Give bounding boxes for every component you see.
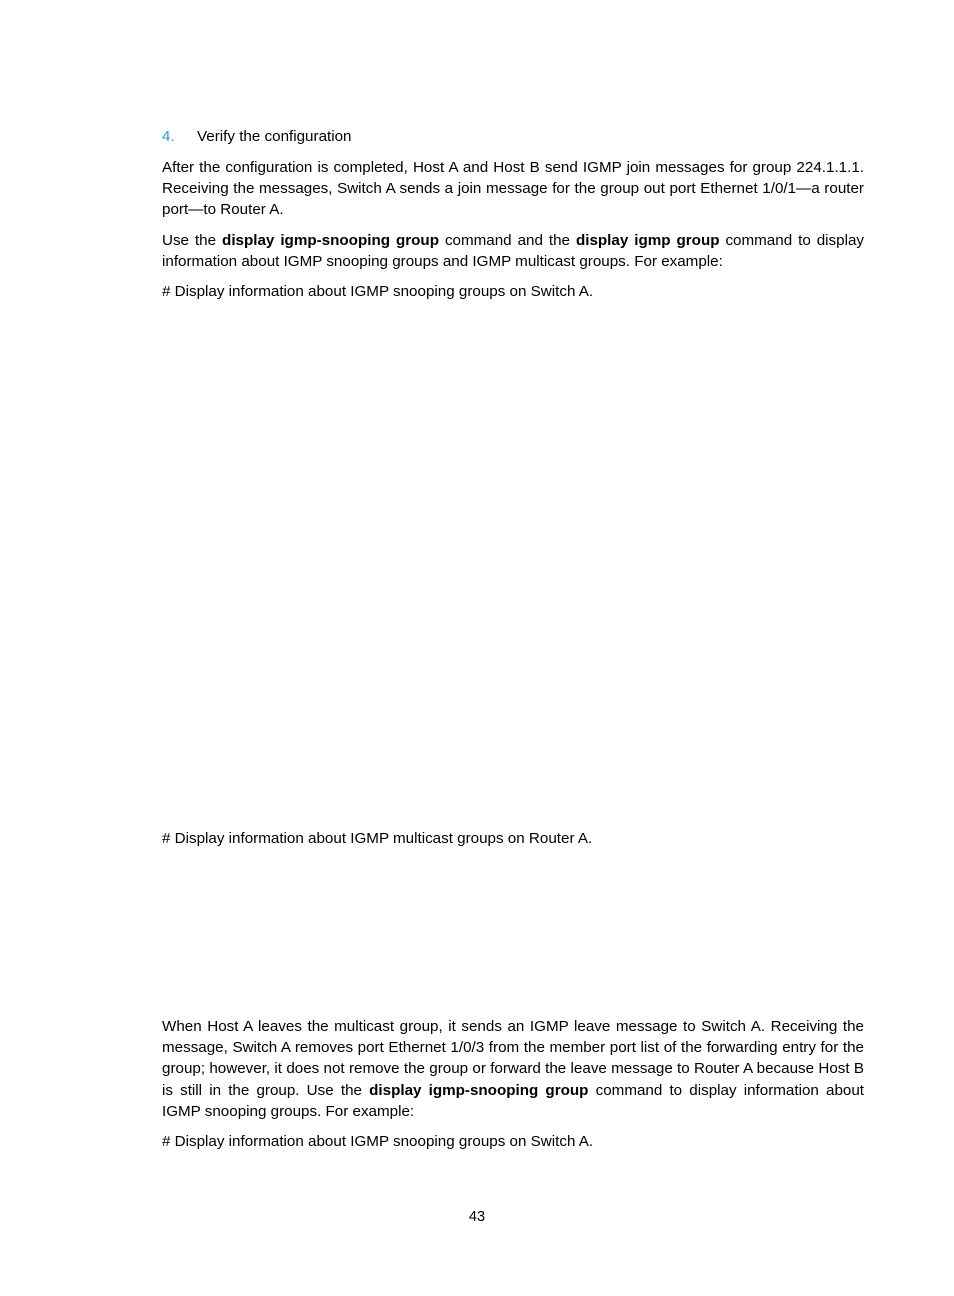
text-segment: Use the [162, 232, 223, 249]
command-display-igmp-snooping-group: display igmp-snooping group [369, 1081, 589, 1099]
step-title: Verify the configuration [197, 128, 352, 145]
paragraph-config-completed: After the configuration is completed, Host A and Host B send IGMP join messages for group 224.1.1.1. Receiving the messages, Switch A sends a join message for the group out port Ethernet 1/0/1—a router port—to Router A. [162, 159, 864, 219]
comment-snooping-groups-switch-a-2: # Display information about IGMP snooping groups on Switch A. [162, 1133, 594, 1150]
text-segment: command to display information about IGMP snooping groups and IGMP multicast groups. For example: [162, 232, 864, 271]
text-segment: command and the [438, 232, 576, 249]
step-number: 4. [162, 128, 175, 145]
page-number: 43 [468, 1209, 486, 1225]
command-display-igmp-group: display igmp group [575, 232, 720, 249]
comment-multicast-groups-router-a: # Display information about IGMP multicast groups on Router A. [162, 830, 593, 847]
paragraph-host-a-leaves [162, 1016, 864, 1122]
step-heading [162, 126, 864, 147]
text-segment: command to display information about IGMP snooping groups. For example: [162, 1081, 865, 1120]
paragraph-display-commands [162, 230, 864, 272]
text-segment: When Host A leaves the multicast group, it sends an IGMP leave message to Switch A. Receiving the message, Switch A removes port Ethernet 1/0/3 from the member port list of the forwarding entry for the group; however, it does not remove the group or forward the leave message to Router A because Host B is still in the group. Use the [162, 1018, 864, 1099]
command-display-igmp-snooping-group: display igmp-snooping group [222, 232, 439, 249]
comment-snooping-groups-switch-a: # Display information about IGMP snooping groups on Switch A. [162, 283, 594, 300]
